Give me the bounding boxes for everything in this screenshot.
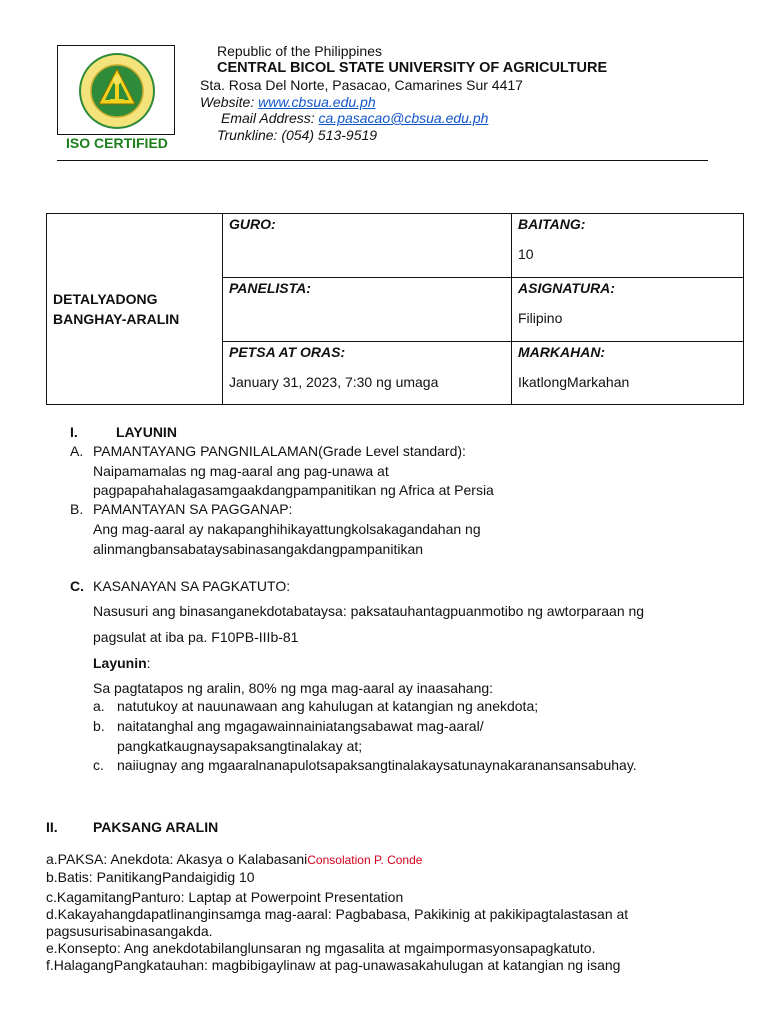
lesson-plan-title-line2: BANGHAY-ARALIN bbox=[53, 311, 180, 327]
guro-cell bbox=[223, 214, 512, 278]
website-label: Website: bbox=[200, 94, 255, 110]
layunin-colon: : bbox=[146, 655, 151, 671]
section1-c-title: KASANAYAN SA PAGKATUTO: bbox=[93, 578, 291, 594]
guro-label: GURO: bbox=[229, 216, 276, 232]
lesson-plan-title-line1: DETALYADONG bbox=[53, 291, 158, 307]
trunkline-line: Trunkline: (054) 513-9519 bbox=[217, 127, 378, 143]
header-divider bbox=[57, 160, 708, 161]
panelista-cell bbox=[223, 278, 512, 342]
section1-b-title: PAMANTAYAN SA PAGGANAP: bbox=[93, 501, 293, 517]
section1-a-marker: A. bbox=[70, 443, 84, 459]
address-line: Sta. Rosa Del Norte, Pasacao, Camarines Sur 4417 bbox=[200, 77, 523, 93]
section1-a-line2: pagpapahahalagasamgaakdangpampanitikan ng Africa at Persia bbox=[93, 482, 494, 498]
markahan-value: IkatlongMarkahan bbox=[518, 374, 630, 390]
website-line bbox=[200, 94, 376, 111]
email-line bbox=[221, 110, 488, 127]
section2-title: PAKSANG ARALIN bbox=[93, 819, 219, 835]
layunin-heading bbox=[93, 654, 151, 672]
paksa-author: Consolation P. Conde bbox=[307, 853, 423, 867]
email-label: Email Address: bbox=[221, 110, 315, 126]
university-logo-frame bbox=[57, 45, 175, 135]
university-seal-icon bbox=[78, 49, 156, 133]
section1-title: LAYUNIN bbox=[116, 424, 177, 440]
objective-a-text: natutukoy at nauunawaan ang kahulugan at katangian ng anekdota; bbox=[117, 698, 539, 714]
markahan-cell bbox=[512, 342, 744, 405]
republic-line: Republic of the Philippines bbox=[217, 43, 382, 59]
panelista-label: PANELISTA: bbox=[229, 280, 311, 296]
objective-c-marker: c. bbox=[93, 757, 104, 773]
section1-b-marker: B. bbox=[70, 501, 84, 517]
kakayahan-line2: pagsusurisabinasangakda. bbox=[46, 923, 213, 939]
kagamitan-line: c.KagamitangPanturo: Laptap at Powerpoint Presentation bbox=[46, 889, 404, 905]
objective-a-marker: a. bbox=[93, 698, 105, 714]
objectives-intro: Sa pagtatapos ng aralin, 80% ng mga mag-aaral ay inaasahang: bbox=[93, 680, 494, 696]
lesson-plan-title-cell bbox=[47, 214, 223, 405]
paksa-line bbox=[46, 850, 422, 869]
kakayahan-line1: d.Kakayahangdapatlinanginsamga mag-aaral: Pagbabasa, Pakikinig at pakikipagtalastasan at bbox=[46, 906, 629, 922]
layunin-label: Layunin bbox=[93, 655, 147, 671]
section1-c-line1: Nasusuri ang binasanganekdotabataysa: paksatauhantagpuanmotibo ng awtorparaan ng bbox=[93, 603, 645, 619]
halaga-line: f.HalagangPangkatauhan: magbibigaylinaw at pag-unawasakahulugan at katangian ng isang bbox=[46, 957, 621, 973]
asignatura-cell bbox=[512, 278, 744, 342]
section1-c-marker: C. bbox=[70, 578, 84, 594]
email-link[interactable]: ca.pasacao@cbsua.edu.ph bbox=[318, 110, 489, 126]
paksa-text: a.PAKSA: Anekdota: Akasya o Kalabasani bbox=[46, 851, 308, 867]
university-name: CENTRAL BICOL STATE UNIVERSITY OF AGRICULTURE bbox=[217, 60, 608, 76]
objective-b-text: naitatanghal ang mgagawainnainiatangsabawat mag-aaral/ bbox=[117, 718, 484, 734]
objective-b-marker: b. bbox=[93, 718, 105, 734]
baitang-cell bbox=[512, 214, 744, 278]
objective-b-text-line2: pangkatkaugnaysapaksangtinalakay at; bbox=[117, 738, 363, 754]
markahan-label: MARKAHAN: bbox=[518, 344, 606, 360]
website-link[interactable]: www.cbsua.edu.ph bbox=[258, 94, 376, 110]
petsa-label: PETSA AT ORAS: bbox=[229, 344, 346, 360]
section1-a-line1: Naipamamalas ng mag-aaral ang pag-unawa at bbox=[93, 463, 389, 479]
lesson-plan-table bbox=[46, 213, 744, 405]
baitang-label: BAITANG: bbox=[518, 216, 586, 232]
section1-b-line1: Ang mag-aaral ay nakapanghihikayattungkolsakagandahan ng bbox=[93, 521, 481, 537]
objective-c-text: naiiugnay ang mgaaralnanapulotsapaksangtinalakaysatunaynakaranansansabuhay. bbox=[117, 757, 637, 773]
batis-line: b.Batis: PanitikangPandaigidig 10 bbox=[46, 869, 255, 885]
section2-number: II. bbox=[46, 819, 58, 835]
konsepto-line: e.Konsepto: Ang anekdotabilanglunsaran ng mgasalita at mgaimpormasyonsapagkatuto. bbox=[46, 940, 596, 956]
section1-number: I. bbox=[70, 424, 78, 440]
section1-a-title: PAMANTAYANG PANGNILALAMAN(Grade Level standard): bbox=[93, 443, 466, 459]
section1-c-line2: pagsulat at iba pa. F10PB-IIIb-81 bbox=[93, 629, 299, 645]
asignatura-value: Filipino bbox=[518, 310, 563, 326]
baitang-value: 10 bbox=[518, 246, 534, 262]
petsa-value: January 31, 2023, 7:30 ng umaga bbox=[229, 374, 439, 390]
asignatura-label: ASIGNATURA: bbox=[518, 280, 615, 296]
petsa-cell bbox=[223, 342, 512, 405]
section1-b-line2: alinmangbansabataysabinasangakdangpampanitikan bbox=[93, 541, 424, 557]
iso-certified-label: ISO CERTIFIED bbox=[66, 135, 168, 151]
